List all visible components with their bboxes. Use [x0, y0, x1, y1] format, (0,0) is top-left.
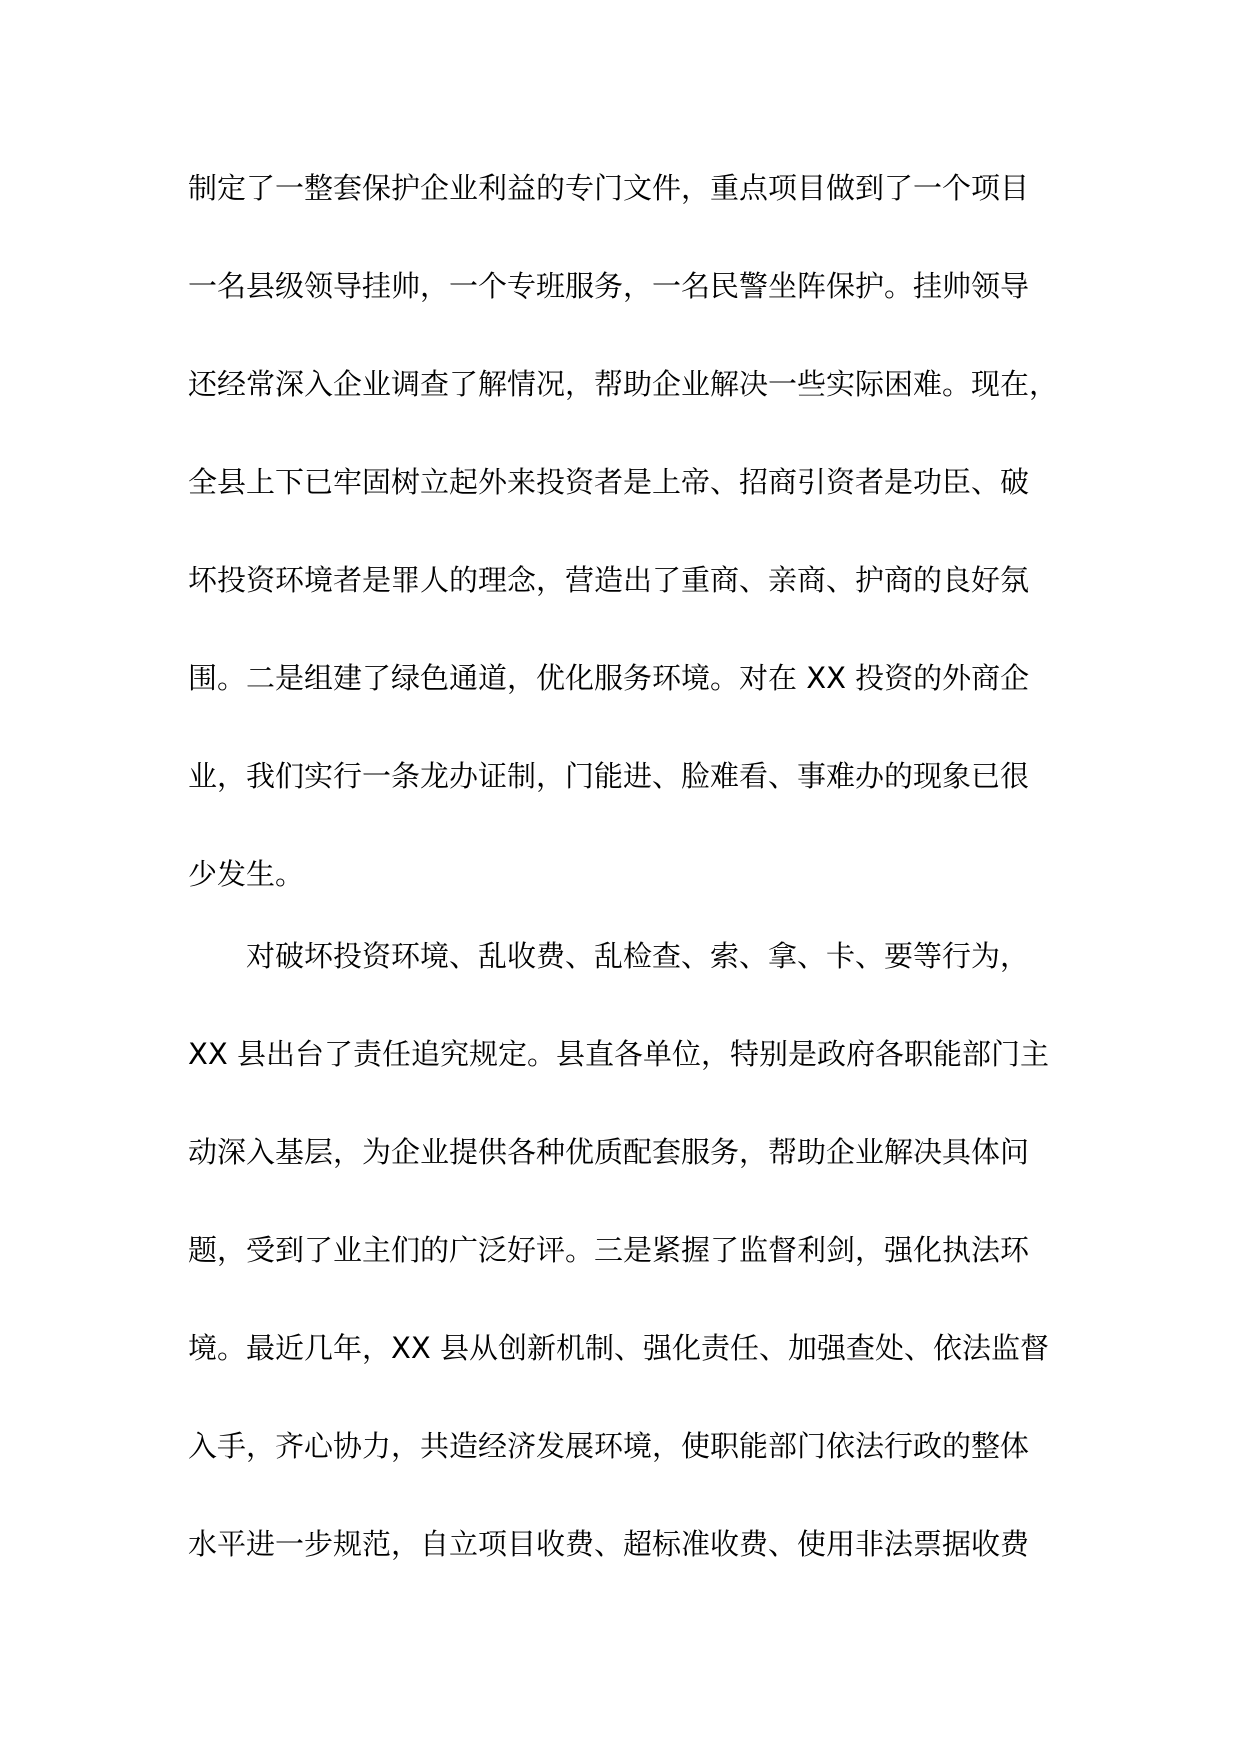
text-line: 动深入基层，为企业提供各种优质配套服务，帮助企业解决具体问: [188, 1135, 1030, 1169]
text-line: 境。最近几年，XX 县从创新机制、强化责任、加强查处、依法监督: [188, 1331, 1049, 1365]
text-line: XX 县出台了责任追究规定。县直各单位，特别是政府各职能部门主: [188, 1037, 1049, 1071]
text-line: 全县上下已牢固树立起外来投资者是上帝、招商引资者是功臣、破: [188, 465, 1030, 499]
text-line: 入手，齐心协力，共造经济发展环境，使职能部门依法行政的整体: [188, 1429, 1030, 1463]
paragraph-1: [188, 168, 1088, 952]
text-line: 一名县级领导挂帅，一个专班服务，一名民警坐阵保护。挂帅领导: [188, 269, 1030, 303]
text-line: 对破坏投资环境、乱收费、乱检查、索、拿、卡、要等行为，: [246, 939, 1030, 973]
paragraph-2: [188, 936, 1088, 1622]
text-line: 少发生。: [188, 857, 305, 891]
text-line: 水平进一步规范，自立项目收费、超标准收费、使用非法票据收费: [188, 1527, 1030, 1561]
text-line: 坏投资环境者是罪人的理念，营造出了重商、亲商、护商的良好氛: [188, 563, 1030, 597]
text-line: 题，受到了业主们的广泛好评。三是紧握了监督利剑，强化执法环: [188, 1233, 1030, 1267]
text-line: 围。二是组建了绿色通道，优化服务环境。对在 XX 投资的外商企: [188, 661, 1030, 695]
text-line: 还经常深入企业调查了解情况，帮助企业解决一些实际困难。现在，: [188, 367, 1059, 401]
text-line: 制定了一整套保护企业利益的专门文件，重点项目做到了一个项目: [188, 171, 1030, 205]
text-line: 业，我们实行一条龙办证制，门能进、脸难看、事难办的现象已很: [188, 759, 1030, 793]
document-body: [188, 168, 1088, 1622]
